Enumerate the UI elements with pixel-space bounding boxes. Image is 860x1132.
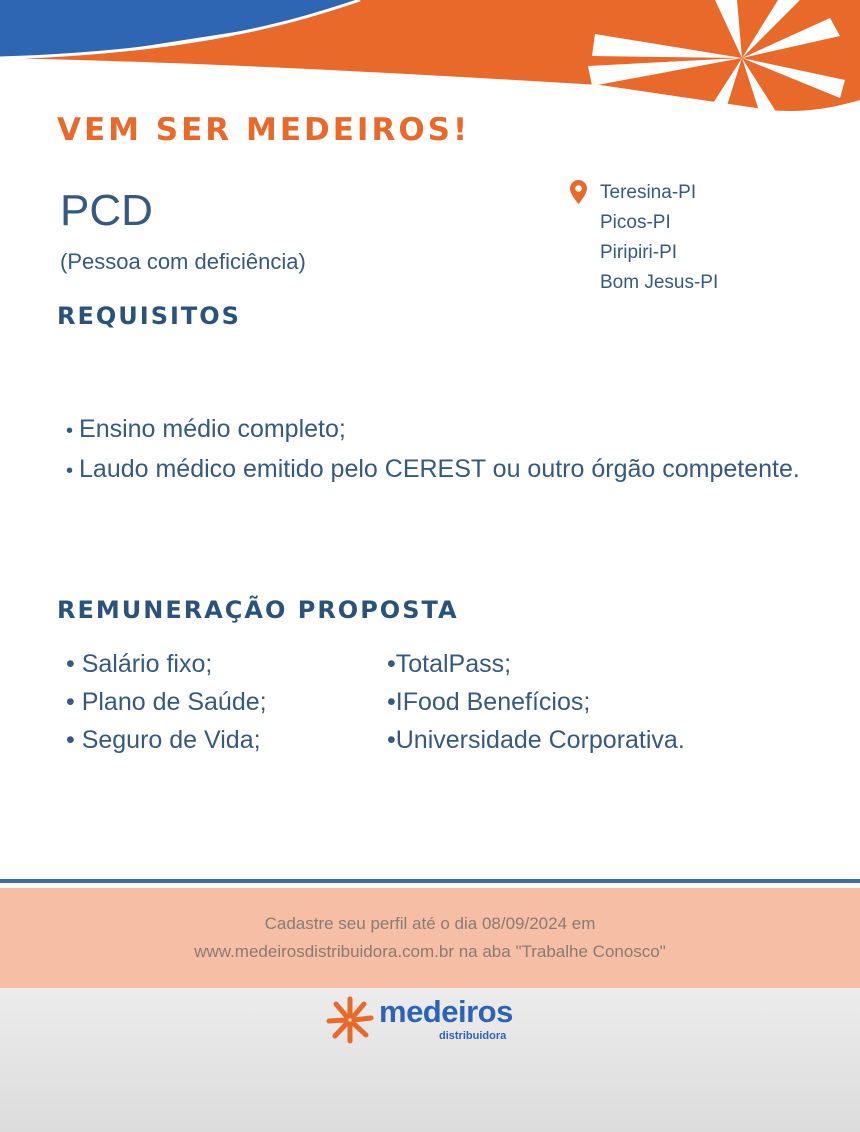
benefits-list-left [66, 645, 267, 759]
job-subtitle: (Pessoa com deficiência) [60, 249, 306, 274]
headline: VEM SER MEDEIROS! [57, 112, 471, 148]
job-title: PCD [60, 186, 153, 235]
medeiros-logo [326, 994, 536, 1050]
location-item: Picos-PI [600, 212, 671, 233]
requirements-heading: REQUISITOS [57, 302, 241, 330]
requirement-text: Ensino médio completo; [79, 415, 346, 443]
logo-name: medeiros [379, 994, 513, 1029]
requirement-item [66, 410, 826, 450]
logo-tagline: distribuidora [439, 1030, 507, 1042]
divider [0, 879, 860, 883]
location-item: Bom Jesus-PI [600, 272, 719, 293]
benefit-item: •IFood Benefícios; [387, 688, 591, 716]
asterisk-burst-icon [326, 996, 374, 1044]
benefit-item: • Plano de Saúde; [66, 688, 267, 716]
cta-band [0, 888, 860, 988]
requirements-list [66, 410, 826, 490]
requirement-text: Laudo médico emitido pelo CEREST ou outro órgão competente. [79, 455, 800, 483]
benefit-item: •Universidade Corporativa. [387, 726, 685, 754]
top-banner-graphic [0, 0, 860, 120]
map-pin-icon [570, 180, 587, 204]
bullet: • [66, 420, 74, 442]
benefit-item: • Seguro de Vida; [66, 726, 261, 754]
cta-url-text[interactable]: www.medeirosdistribuidora.com.br na aba "Trabalhe Conosco" [194, 942, 666, 961]
cta-text: Cadastre seu perfil até o dia 08/09/2024 em [264, 914, 596, 933]
bullet: • [66, 460, 74, 482]
footer [0, 988, 860, 1132]
benefit-item: • Salário fixo; [66, 650, 213, 678]
benefits-list-right [387, 645, 685, 759]
location-item: Piripiri-PI [600, 242, 678, 263]
location-item: Teresina-PI [600, 182, 697, 203]
requirement-item [66, 450, 826, 490]
compensation-heading: REMUNERAÇÃO PROPOSTA [57, 596, 459, 624]
location-list [600, 178, 718, 298]
benefit-item: •TotalPass; [387, 650, 512, 678]
